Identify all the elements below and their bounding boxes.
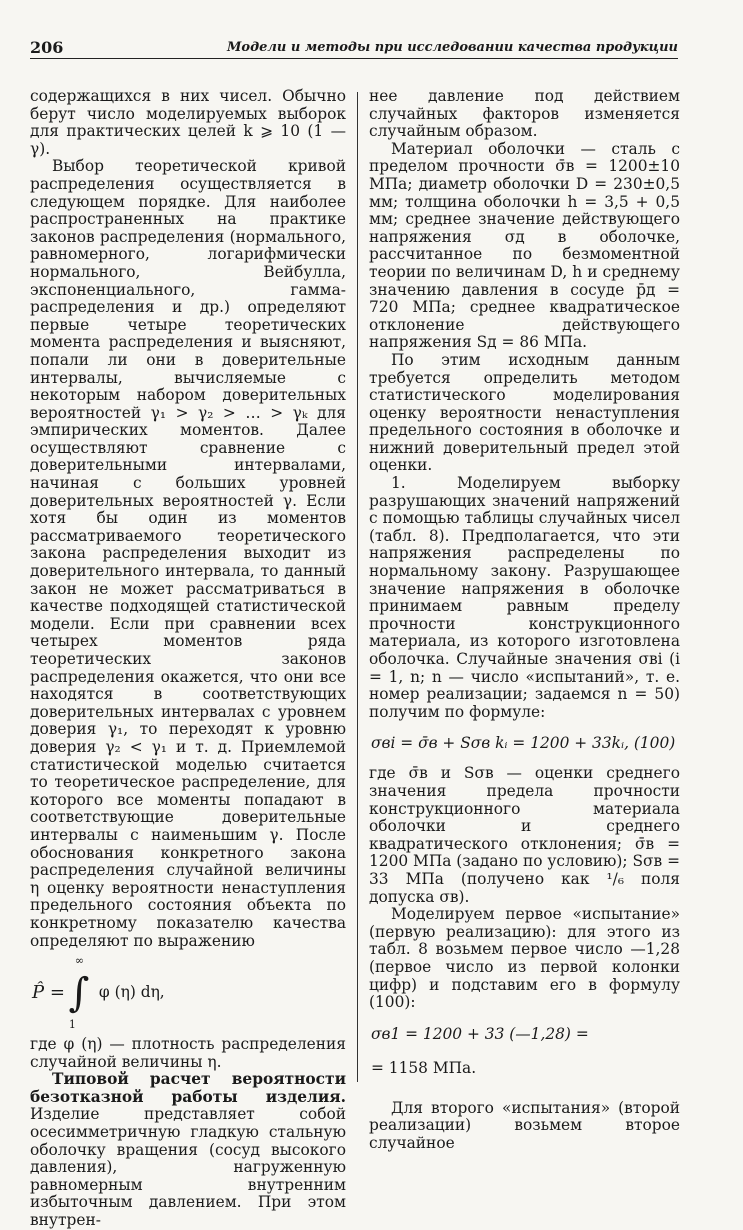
right-paragraph-6: Моделируем первое «испытание» (первую реализацию): для этого из табл. 8 возьмем первое число —1,28 (первое число из первой колонки цифр) и подставим его в формулу (100): [369, 905, 680, 1012]
left-paragraph-4-text: Изделие представляет собой осесимметричную гладкую стальную оболочку вращения (сосуд высокого давления), нагруженную равномерным внутренним избыточным давлением. При этом внутрен- [30, 1105, 346, 1230]
integral-lower-limit: 1 [68, 1018, 76, 1032]
running-title: Модели и методы при исследовании качества продукции [227, 40, 678, 55]
section-heading: Типовой расчет вероятности безотказной работы изделия. [30, 1070, 346, 1106]
right-paragraph-3: По этим исходным данным требуется определить методом статистического моделирования оценку вероятности ненаступления предельного состояния в оболочке и нижний доверительный предел этой оценки. [369, 350, 680, 475]
integral-sign: ∫ ∞ 1 [68, 954, 90, 1032]
right-paragraph-2: Материал оболочки — сталь с пределом прочности σ̄в = 1200±10 МПа; диаметр оболочки D = 230±0,5 мм; толщина оболочки h = 3,5 + 0,5 мм; среднее значение действующего напряжения σд в оболочке, рассчитанное по безмоментной теории по величинам D, h и среднему значению давления в сосуде p̄д = 720 МПа; среднее квадратическое отклонение действующего напряжения Sд = 86 МПа. [369, 139, 680, 352]
left-paragraph-2: Выбор теоретической кривой распределения осуществляется в следующем порядке. Для наиболее распространенных на практике законов распределения (нормального, равномерного, логарифмически нормального, Вейбулла, экспоненциального, гамма-распределения и др.) определяют первые четыре теоретических момента распределения и выясняют, попали ли они в доверительные интервалы, вычисляемые с некоторым набором доверительных вероятностей γ₁ > γ₂ > … > γₖ для эмпирических моментов. Далее осуществляют сравнение с доверительными интервалами, начиная с больших уровней доверительных вероятностей γ. Если хотя бы один из моментов рассматриваемого теоретического закона распределения выходит из доверительного интервала, то данный закон не может рассматриваться в качестве подходящей статистической модели. Если при сравнении всех четырех моментов ряда теоретических законов распределения окажется, что они все находятся в соответствующих доверительных интервалах с уровнем доверия γ₁, то переходят к уровню доверия γ₂ < γ₁ и т. д. Приемлемой статистической моделью считается то теоретическое распределение, для которого все моменты попадают в соответствующие доверительные интервалы с наименьшим γ. После обоснования конкретного закона распределения случайной величины η оценку вероятности ненаступления предельного состояния объекта по конкретному показателю качества определяют по выражению [30, 157, 346, 950]
left-paragraph-3: где φ (η) — плотность распределения случайной величины η. [30, 1035, 346, 1071]
right-paragraph-5: где σ̄в и Sσв — оценки среднего значения предела прочности конструкционного материала оболочки и среднего квадратического отклонения; σ̄в = 1200 МПа (задано по условию); Sσв = 33 МПа (получено как ¹/₆ поля допуска σв). [369, 764, 680, 906]
formula-100: σвi = σ̄в + Sσв kᵢ = 1200 + 33kᵢ, (100) [371, 734, 676, 753]
integral-formula [32, 954, 346, 1032]
left-paragraph-4 [30, 1071, 346, 1229]
column-divider [357, 92, 358, 1082]
left-column [30, 88, 346, 1230]
page-header [30, 38, 678, 59]
formula-sigma-b1: σв1 = 1200 + 33 (—1,28) = [371, 1024, 589, 1043]
left-paragraph-1: содержащихся в них чисел. Обычно берут число моделируемых выборок для практических целей k ⩾ 10 (1 — γ). [30, 87, 346, 158]
formula-sigma-b1-result: = 1158 МПа. [371, 1058, 477, 1077]
right-paragraph-1: нее давление под действием случайных факторов изменяется случайным образом. [369, 87, 680, 141]
integral-body: φ (η) dη, [98, 983, 165, 1002]
right-column [369, 88, 680, 1152]
integral-upper-limit: ∞ [74, 954, 85, 968]
page-number: 206 [30, 38, 64, 57]
integral-lhs: P̂ = [32, 982, 65, 1004]
right-paragraph-7: Для второго «испытания» (второй реализации) возьмем второе случайное [369, 1098, 680, 1152]
right-paragraph-4: 1. Моделируем выборку разрушающих значений напряжений с помощью таблицы случайных чисел (табл. 8). Предполагается, что эти напряжения распределены по нормальному закону. Разрушающее значение напряжения в оболочке принимаем равным пределу прочности конструкционного материала, из которого изготовлена оболочка. Случайные значения σвi (i = 1, n; n — число «испытаний», т. е. номер реализации; задаемся n = 50) получим по формуле: [369, 474, 680, 721]
